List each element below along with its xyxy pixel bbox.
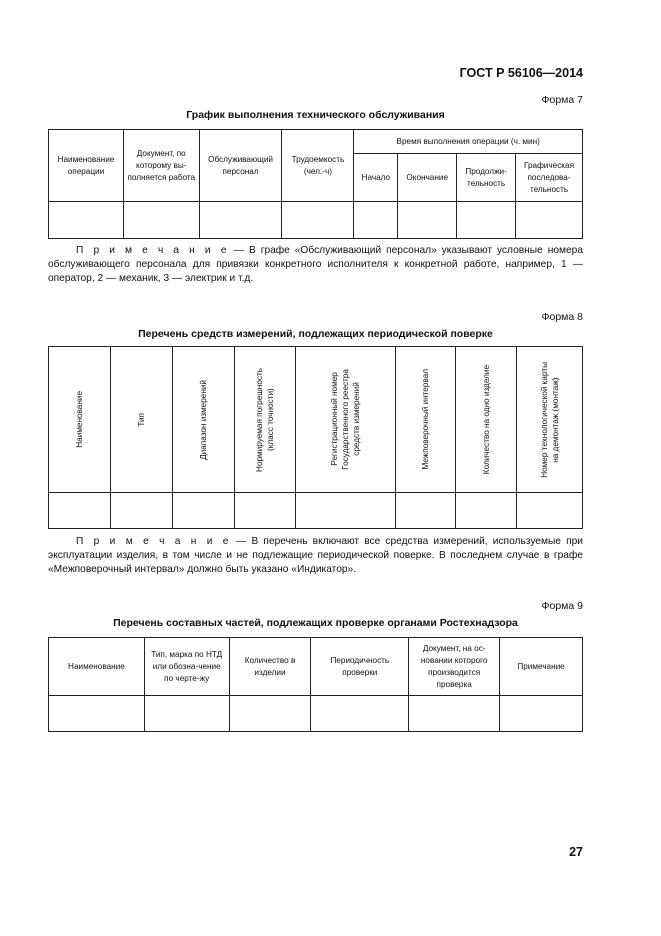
form7-table bbox=[48, 129, 583, 239]
form8-note-prefix: П р и м е ч а н и е bbox=[76, 536, 232, 547]
form8-col-name: Наименование bbox=[74, 391, 84, 448]
form8-table bbox=[48, 346, 583, 529]
form9-label: Форма 9 bbox=[541, 600, 583, 612]
form9-col-period: Периодичность проверки bbox=[311, 638, 409, 696]
form7-col-name: Наименование операции bbox=[49, 130, 124, 202]
form7-note bbox=[48, 244, 583, 286]
form9-col-remark: Примечание bbox=[500, 638, 583, 696]
form9-empty-row bbox=[49, 696, 583, 732]
form9-table bbox=[48, 637, 583, 732]
form7-note-prefix: П р и м е ч а н и е bbox=[76, 245, 229, 256]
form8-col-type: Тип bbox=[136, 412, 146, 427]
form7-empty-row bbox=[49, 202, 583, 239]
form8-label: Форма 8 bbox=[541, 311, 583, 323]
form7-col-labor: Трудоемкость (чел.-ч) bbox=[282, 130, 354, 202]
form8-note-text: — В перечень включают все средства измерений, используемые при эксплуатации изделия, в том числе и не подлежащие периодической поверке. В последнем случае в графе «Межповерочный интервал» должно быть указано «Индикатор». bbox=[48, 536, 583, 575]
form8-col-range: Диапазон измерений bbox=[198, 379, 208, 460]
form7-col-duration: Продолжи-тельность bbox=[457, 154, 516, 202]
form7-col-end: Окончание bbox=[398, 154, 457, 202]
form7-col-start: Начало bbox=[354, 154, 398, 202]
form9-col-qty: Количество в изделии bbox=[229, 638, 311, 696]
form8-col-interval: Межповерочный интервал bbox=[421, 369, 431, 470]
form9-title: Перечень составных частей, подлежащих проверке органами Ростехнадзора bbox=[113, 617, 518, 629]
form8-col-error: Нормируемая погрешность (класс точности) bbox=[255, 367, 276, 472]
form8-note bbox=[48, 535, 583, 577]
form7-col-graph: Графическая последова-тельность bbox=[516, 154, 583, 202]
form8-col-quantity: Количество на одно изделие bbox=[481, 364, 491, 475]
form7-title: График выполнения технического обслуживания bbox=[186, 109, 445, 121]
form9-col-document: Документ, на ос-новании которого производится проверка bbox=[409, 638, 500, 696]
form7-col-staff: Обслуживающий персонал bbox=[199, 130, 282, 202]
form9-col-name: Наименование bbox=[49, 638, 145, 696]
page-number: 27 bbox=[569, 845, 583, 859]
form7-note-text: — В графе «Обслуживающий персонал» указывают условные номера обслуживающего персонала для привязки конкретного исполнителя к конкретной работе, например, 1 — оператор, 2 — механик, 3 — электрик и т.д. bbox=[48, 245, 583, 284]
form8-title: Перечень средств измерений, подлежащих периодической поверке bbox=[138, 328, 493, 340]
form7-col-document: Документ, по которому вы-полняется работа bbox=[123, 130, 199, 202]
form8-empty-row bbox=[49, 493, 583, 529]
standard-number: ГОСТ Р 56106—2014 bbox=[459, 66, 583, 80]
form9-col-type: Тип, марка по НТД или обозна-чение по черте-жу bbox=[144, 638, 229, 696]
form8-col-card: Номер технологической карты на демонтаж (монтаж) bbox=[539, 361, 560, 478]
form7-col-time-group: Время выполнения операции (ч. мин) bbox=[354, 130, 583, 154]
form8-col-registry: Регистрационный номер Государственного реестра средств измерений bbox=[330, 369, 362, 470]
form7-label: Форма 7 bbox=[541, 94, 583, 106]
